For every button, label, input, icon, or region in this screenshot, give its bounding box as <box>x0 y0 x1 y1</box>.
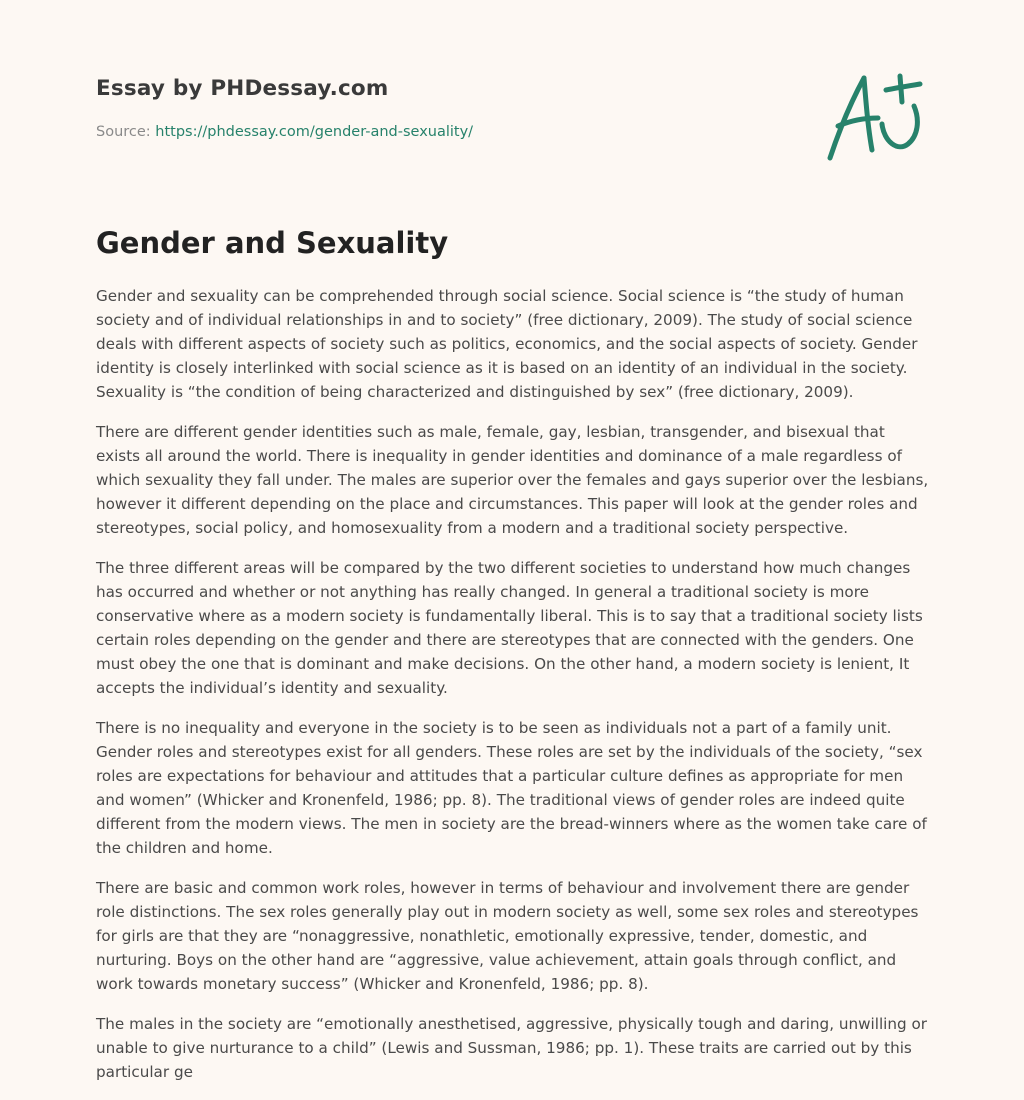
essay-paragraph: Gender and sexuality can be comprehended through social science. Social science is “the study of human society and of individual relationships in and to society” (free dictionary, 2009). The study of social science deals with different aspects of society such as politics, economics, and the social aspects of society. Gender identity is closely interlinked with social science as it is based on an identity of an individual in the society. Sexuality is “the condition of being characterized and distinguished by sex” (free dictionary, 2009). <box>96 287 918 401</box>
essay-body <box>96 284 932 1100</box>
source-line <box>96 124 473 140</box>
source-link[interactable]: https://phdessay.com/gender-and-sexuality/ <box>155 124 474 140</box>
essay-paragraph: There are different gender identities such as male, female, gay, lesbian, transgender, and bisexual that exists all around the world. There is inequality in gender identities and dominance of a male regardless of which sexuality they fall under. The males are superior over the females and gays superior over the lesbians, however it different depending on the place and circumstances. This paper will look at the gender roles and stereotypes, social policy, and homosexuality from a modern and a traditional society perspective. <box>96 423 929 537</box>
essay-paragraph: The three different areas will be compared by the two different societies to understand how much changes has occurred and whether or not anything has really changed. In general a traditional society is more conservative where as a modern society is fundamentally liberal. This is to say that a traditional society lists certain roles depending on the gender and there are stereotypes that are connected with the genders. One must obey the one that is dominant and make decisions. On the other hand, a modern society is lenient, It accepts the individual’s identity and sexuality. <box>96 559 923 697</box>
essay-paragraph: There is no inequality and everyone in the society is to be seen as individuals not a part of a family unit. Gender roles and stereotypes exist for all genders. These roles are set by the individuals of the society, “sex roles are expectations for behaviour and attitudes that a particular culture defines as appropriate for men and women” (Whicker and Kronenfeld, 1986; pp. 8). The traditional views of gender roles are indeed quite different from the modern views. The men in society are the bread-winners where as the women take care of the children and home. <box>96 719 927 857</box>
essay-paragraph: The males in the society are “emotionally anesthetised, aggressive, physically tough and daring, unwilling or unable to give nurturance to a child” (Lewis and Sussman, 1986; pp. 1). These traits are carried out by this particular ge <box>96 1015 928 1081</box>
source-label: Source: <box>96 124 156 140</box>
a-plus-logo-icon <box>822 68 928 164</box>
essay-title: Gender and Sexuality <box>96 226 449 260</box>
brand-title: Essay by PHDessay.com <box>96 76 389 101</box>
essay-paragraph: There are basic and common work roles, however in terms of behaviour and involvement there are gender role distinctions. The sex roles generally play out in modern society as well, some sex roles and stereotypes for girls are that they are “nonaggressive, nonathletic, emotionally expressive, tender, domestic, and nurturing. Boys on the other hand are “aggressive, value achievement, attain goals through conflict, and work towards monetary success” (Whicker and Kronenfeld, 1986; pp. 8). <box>96 879 919 993</box>
